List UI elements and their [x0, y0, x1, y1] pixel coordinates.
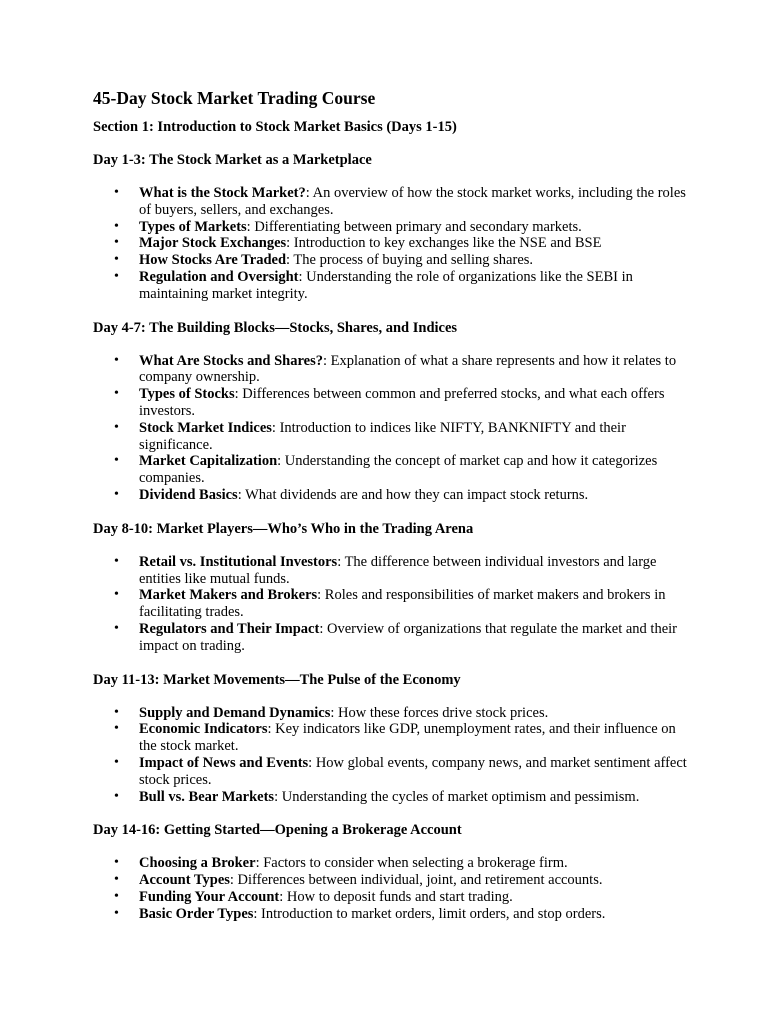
- list-item: [93, 487, 693, 504]
- item-description: : An overview of how the stock market works, including the roles of buyers, sellers, and exchanges.: [139, 185, 686, 218]
- list-item: [93, 554, 693, 588]
- bullet-icon: •: [114, 788, 119, 804]
- item-term: Major Stock Exchanges: [139, 235, 287, 252]
- list-item: [93, 353, 693, 387]
- document-title: 45-Day Stock Market Trading Course: [93, 88, 376, 108]
- list-item: [93, 386, 693, 420]
- bullet-icon: •: [114, 855, 119, 871]
- list-item: [93, 235, 693, 252]
- item-description: : How to deposit funds and start trading.: [279, 888, 513, 905]
- item-description: : Differences between common and preferred stocks, and what each offers investors.: [139, 386, 665, 419]
- item-term: Market Capitalization: [139, 453, 278, 470]
- list-item: [93, 420, 693, 454]
- item-term: Types of Markets: [139, 218, 247, 235]
- item-term: Economic Indicators: [139, 721, 268, 738]
- list-item: [93, 252, 693, 269]
- item-term: Supply and Demand Dynamics: [139, 704, 331, 721]
- bullet-icon: •: [114, 252, 119, 268]
- list-item: [93, 721, 693, 755]
- list-item: [93, 453, 693, 487]
- item-term: Types of Stocks: [139, 386, 235, 403]
- item-term: Impact of News and Events: [139, 754, 309, 771]
- section-heading: Section 1: Introduction to Stock Market Basics (Days 1-15): [93, 119, 457, 135]
- item-term: Regulation and Oversight: [139, 268, 299, 285]
- item-term: Choosing a Broker: [139, 855, 256, 872]
- bullet-icon: •: [114, 704, 119, 720]
- item-description: : Understanding the cycles of market optimism and pessimism.: [274, 788, 640, 805]
- day-heading: Day 1-3: The Stock Market as a Marketplace: [93, 152, 372, 168]
- item-description: : Understanding the role of organizations like the SEBI in maintaining market integrity.: [139, 268, 633, 302]
- item-term: Bull vs. Bear Markets: [139, 788, 275, 805]
- bullet-icon: •: [114, 218, 119, 234]
- bullet-icon: •: [114, 268, 119, 284]
- item-description: : Factors to consider when selecting a brokerage firm.: [255, 855, 568, 872]
- bullet-icon: •: [114, 872, 119, 888]
- item-description: : Introduction to key exchanges like the NSE and BSE: [286, 235, 602, 252]
- item-description: : The process of buying and selling shares.: [286, 252, 534, 269]
- item-description: : Roles and responsibilities of market makers and brokers in facilitating trades.: [139, 587, 666, 621]
- item-description: : Introduction to market orders, limit orders, and stop orders.: [253, 905, 606, 922]
- bullet-icon: •: [114, 553, 119, 569]
- item-description: : Overview of organizations that regulate the market and their impact on trading.: [139, 620, 677, 654]
- bullet-icon: •: [114, 486, 119, 502]
- day-block-11-13: [93, 671, 693, 806]
- item-term: Stock Market Indices: [139, 419, 272, 436]
- bullet-icon: •: [114, 754, 119, 770]
- list-item: [93, 185, 693, 219]
- list-item: [93, 889, 693, 906]
- item-description: : Differentiating between primary and secondary markets.: [246, 218, 582, 235]
- item-term: Funding Your Account: [139, 888, 280, 905]
- item-description: : What dividends are and how they can impact stock returns.: [237, 486, 589, 503]
- bullet-list: [93, 855, 693, 922]
- bullet-icon: •: [114, 620, 119, 636]
- day-heading: Day 11-13: Market Movements—The Pulse of the Economy: [93, 671, 461, 688]
- item-term: Dividend Basics: [139, 486, 238, 503]
- bullet-icon: •: [114, 453, 119, 469]
- bullet-list: [93, 185, 693, 303]
- day-heading: Day 14-16: Getting Started—Opening a Brokerage Account: [93, 822, 462, 839]
- list-item: [93, 789, 693, 806]
- list-item: [93, 872, 693, 889]
- list-item: [93, 755, 693, 789]
- day-heading: Day 8-10: Market Players—Who’s Who in the Trading Arena: [93, 520, 474, 537]
- day-block-1-3: [93, 151, 693, 303]
- bullet-list: [93, 554, 693, 655]
- list-item: [93, 705, 693, 722]
- list-item: [93, 219, 693, 236]
- item-term: Regulators and Their Impact: [139, 620, 320, 637]
- bullet-icon: •: [114, 905, 119, 921]
- item-description: : Key indicators like GDP, unemployment rates, and their influence on the stock market.: [139, 721, 676, 755]
- bullet-list: [93, 353, 693, 504]
- item-term: What Are Stocks and Shares?: [139, 352, 323, 369]
- item-term: What is the Stock Market?: [139, 185, 306, 201]
- item-description: : Explanation of what a share represents and how it relates to company ownership.: [139, 352, 677, 386]
- day-block-4-7: [93, 319, 693, 504]
- bullet-icon: •: [114, 235, 119, 251]
- list-item: [93, 587, 693, 621]
- bullet-icon: •: [114, 386, 119, 402]
- bullet-icon: •: [114, 587, 119, 603]
- item-term: Retail vs. Institutional Investors: [139, 553, 338, 570]
- item-description: : Introduction to indices like NIFTY, BANKNIFTY and their significance.: [139, 419, 626, 453]
- bullet-icon: •: [114, 185, 119, 200]
- bullet-icon: •: [114, 888, 119, 904]
- list-item: [93, 855, 693, 872]
- bullet-icon: •: [114, 721, 119, 737]
- bullet-icon: •: [114, 419, 119, 435]
- item-term: How Stocks Are Traded: [139, 252, 287, 269]
- item-term: Account Types: [139, 872, 230, 889]
- item-description: : The difference between individual investors and large entities like mutual funds.: [139, 553, 657, 587]
- item-description: : Understanding the concept of market cap and how it categorizes companies.: [139, 453, 658, 487]
- list-item: [93, 906, 693, 923]
- item-description: : Differences between individual, joint, and retirement accounts.: [229, 872, 603, 889]
- bullet-list: [93, 705, 693, 806]
- item-term: Basic Order Types: [139, 905, 254, 922]
- item-term: Market Makers and Brokers: [139, 587, 318, 604]
- day-block-8-10: [93, 520, 693, 655]
- item-description: : How global events, company news, and market sentiment affect stock prices.: [139, 754, 687, 788]
- item-description: : How these forces drive stock prices.: [330, 704, 549, 721]
- day-block-14-16: [93, 821, 693, 922]
- document-page: [93, 86, 693, 939]
- list-item: [93, 269, 693, 303]
- day-heading: Day 4-7: The Building Blocks—Stocks, Shares, and Indices: [93, 319, 458, 336]
- bullet-icon: •: [114, 352, 119, 368]
- list-item: [93, 621, 693, 655]
